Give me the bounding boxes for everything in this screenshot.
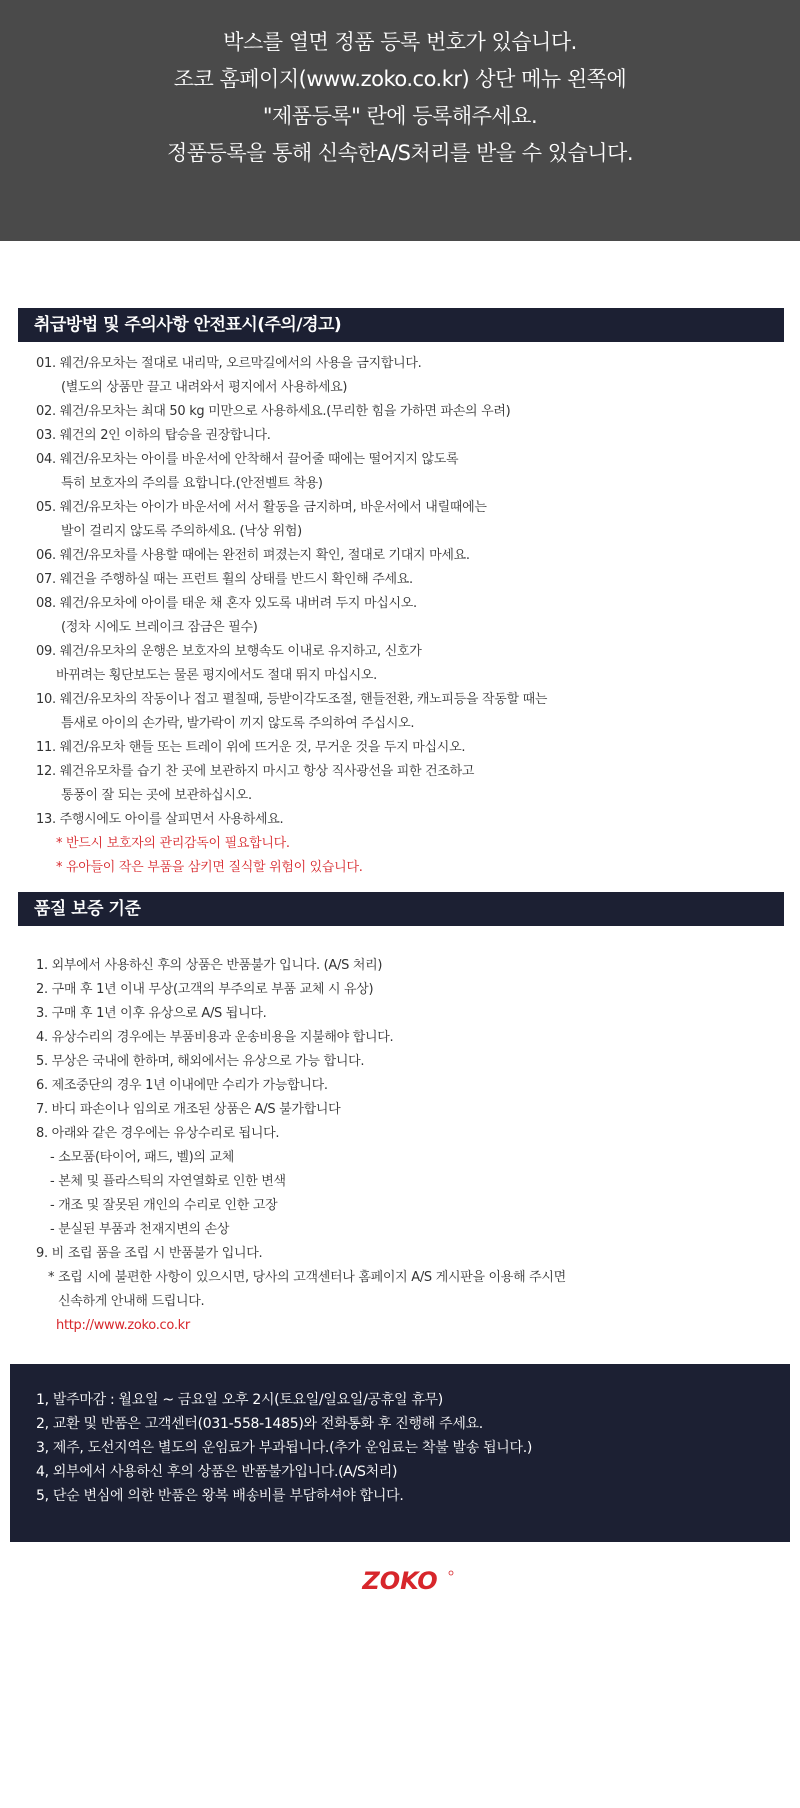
list-item: - 분실된 부품과 천재지변의 손상: [50, 1222, 230, 1237]
list-item: 11. 웨건/유모차 핸들 또는 트레이 위에 뜨거운 것, 무거운 것을 두지 마십시오.: [36, 740, 466, 755]
warning-text: * 반드시 보호자의 관리감독이 필요합니다.: [56, 836, 290, 851]
list-item: (별도의 상품만 끌고 내려와서 평지에서 사용하세요): [61, 380, 348, 395]
list-item: 01. 웨건/유모차는 절대로 내리막, 오르막길에서의 사용을 금지합니다.: [36, 356, 422, 371]
list-item: 9. 비 조립 품을 조립 시 반품불가 입니다.: [36, 1246, 263, 1261]
safety-list: [36, 352, 547, 880]
list-item: 4. 유상수리의 경우에는 부품비용과 운송비용을 지불해야 합니다.: [36, 1030, 394, 1045]
banner-line: 박스를 열면 정품 등록 번호가 있습니다.: [223, 30, 577, 54]
list-item: 1. 외부에서 사용하신 후의 상품은 반품불가 입니다. (A/S 처리): [36, 958, 383, 973]
banner-line: 정품등록을 통해 신속한A/S처리를 받을 수 있습니다.: [166, 141, 634, 165]
top-banner: [0, 0, 800, 241]
list-item: - 소모품(타이어, 패드, 벨)의 교체: [50, 1150, 235, 1165]
banner-line: "제품등록" 란에 등록해주세요.: [262, 104, 538, 128]
list-item: 신속하게 안내해 드립니다.: [58, 1294, 205, 1309]
list-item: 8. 아래와 같은 경우에는 유상수리로 됩니다.: [36, 1126, 280, 1141]
list-item: - 본체 및 플라스틱의 자연열화로 인한 변색: [50, 1174, 286, 1189]
list-item: 통풍이 잘 되는 곳에 보관하십시오.: [61, 788, 252, 803]
list-item: * 조립 시에 불편한 사항이 있으시면, 당사의 고객센터나 홈페이지 A/S 게시판을 이용해 주시면: [48, 1270, 566, 1285]
list-item: 특히 보호자의 주의를 요합니다.(안전벨트 착용): [61, 476, 323, 491]
list-item: 바뀌려는 횡단보도는 물론 평지에서도 절대 뛰지 마십시오.: [56, 668, 378, 683]
list-item: 04. 웨건/유모차는 아이를 바운서에 안착해서 끌어줄 때에는 떨어지지 않도록: [36, 452, 459, 467]
list-item: 13. 주행시에도 아이를 살피면서 사용하세요.: [36, 812, 284, 827]
list-item: 03. 웨건의 2인 이하의 탑승을 권장합니다.: [36, 428, 271, 443]
notice-item: 1, 발주마감 : 월요일 ~ 금요일 오후 2시(토요일/일요일/공휴일 휴무): [36, 1392, 443, 1408]
notice-item: 4, 외부에서 사용하신 후의 상품은 반품불가입니다.(A/S처리): [36, 1464, 398, 1480]
zoko-logo: [345, 1568, 455, 1594]
list-item: 틈새로 아이의 손가락, 발가락이 끼지 않도록 주의하여 주십시오.: [61, 716, 415, 731]
safety-section-title: 취급방법 및 주의사항 안전표시(주의/경고): [18, 308, 784, 342]
list-item: 7. 바디 파손이나 임의로 개조된 상품은 A/S 불가합니다: [36, 1102, 341, 1117]
list-item: (정차 시에도 브레이크 잠금은 필수): [61, 620, 258, 635]
list-item: 09. 웨건/유모차의 운행은 보호자의 보행속도 이내로 유지하고, 신호가: [36, 644, 422, 659]
logo-wordmark: ZOKO: [362, 1568, 438, 1594]
list-item: 12. 웨건유모차를 습기 찬 곳에 보관하지 마시고 항상 직사광선을 피한 건조하고: [36, 764, 475, 779]
list-item: 2. 구매 후 1년 이내 무상(고객의 부주의로 부품 교체 시 유상): [36, 982, 374, 997]
list-item: 06. 웨건/유모차를 사용할 때에는 완전히 펴졌는지 확인, 절대로 기대지 마세요.: [36, 548, 470, 563]
registered-mark: [449, 1571, 453, 1575]
list-item: 02. 웨건/유모차는 최대 50 kg 미만으로 사용하세요.(무리한 힘을 가하면 파손의 우려): [36, 404, 511, 419]
order-notice-box: [10, 1364, 790, 1542]
list-item: 10. 웨건/유모차의 작동이나 접고 펼칠때, 등받이각도조절, 핸들전환, 캐노피등을 작동할 때는: [36, 692, 548, 707]
banner-line: 조코 홈페이지(www.zoko.co.kr) 상단 메뉴 왼쪽에: [173, 67, 627, 91]
list-item: 07. 웨건을 주행하실 때는 프런트 휠의 상태를 반드시 확인해 주세요.: [36, 572, 413, 587]
list-item: 발이 걸리지 않도록 주의하세요. (낙상 위험): [61, 524, 302, 539]
notice-item: 5, 단순 변심에 의한 반품은 왕복 배송비를 부담하셔야 합니다.: [36, 1488, 404, 1504]
list-item: 05. 웨건/유모차는 아이가 바운서에 서서 활동을 금지하며, 바운서에서 내릴때에는: [36, 500, 487, 515]
notice-item: 3, 제주, 도선지역은 별도의 운임료가 부과됩니다.(추가 운임료는 착불 발송 됩니다.): [36, 1440, 533, 1456]
quality-list: [36, 954, 566, 1338]
list-item: 5. 무상은 국내에 한하며, 해외에서는 유상으로 가능 합니다.: [36, 1054, 365, 1069]
notice-item: 2, 교환 및 반품은 고객센터(031-558-1485)와 전화통화 후 진행해 주세요.: [36, 1416, 483, 1432]
list-item: 6. 제조중단의 경우 1년 이내에만 수리가 가능합니다.: [36, 1078, 328, 1093]
list-item: - 개조 및 잘못된 개인의 수리로 인한 고장: [50, 1198, 278, 1213]
homepage-link[interactable]: http://www.zoko.co.kr: [56, 1318, 190, 1333]
list-item: 08. 웨건/유모차에 아이를 태운 채 혼자 있도록 내버려 두지 마십시오.: [36, 596, 417, 611]
warning-text: * 유아들이 작은 부품을 삼키면 질식할 위험이 있습니다.: [56, 860, 363, 875]
quality-section-title: 품질 보증 기준: [18, 892, 784, 926]
list-item: 3. 구매 후 1년 이후 유상으로 A/S 됩니다.: [36, 1006, 267, 1021]
